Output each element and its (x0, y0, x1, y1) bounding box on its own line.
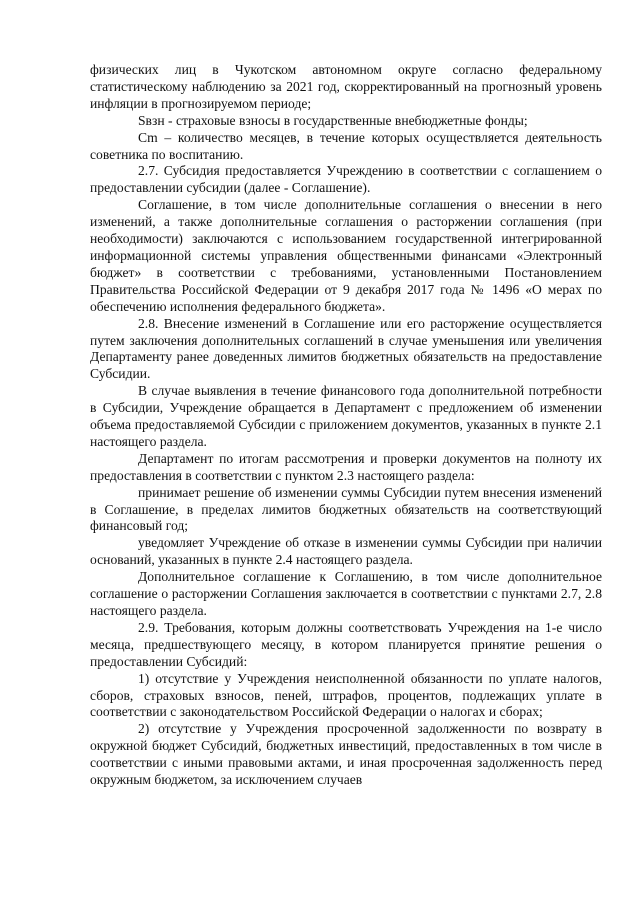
paragraph: 2) отсутствие у Учреждения просроченной задолженности по возврату в окружной бюджет Субсидий, бюджетных инвестиций, предоставленных в том числе в соответствии с иными правовыми актами, и иная просроченная задолженность перед окружным бюджетом, за исключением случаев (90, 721, 602, 788)
paragraph: физических лиц в Чукотском автономном округе согласно федеральному статистическому наблюдению за 2021 год, скорректированный на прогнозный уровень инфляции в прогнозируемом периоде; (90, 62, 602, 111)
paragraph: 2.7. Субсидия предоставляется Учреждению в соответствии с соглашением о предоставлении субсидии (далее - Соглашение). (90, 163, 602, 196)
paragraph: В случае выявления в течение финансового года дополнительной потребности в Субсидии, Учреждение обращается в Департамент с предложением об изменении объема предоставляемой Субсидии с приложением документов, указанных в пункте 2.1 настоящего раздела. (90, 383, 602, 449)
paragraph: Sвзн - страховые взносы в государственные внебюджетные фонды; (138, 112, 528, 128)
paragraph: 2.9. Требования, которым должны соответствовать Учреждения на 1-е число месяца, предшествующего месяцу, в котором планируется принятие решения о предоставлении Субсидий: (90, 619, 602, 669)
paragraph: 2.8. Внесение изменений в Соглашение или его расторжение осуществляется путем заключения дополнительных соглашений в случае уменьшения или увеличения Департаменту ранее доведенных лимитов бюджетных обязательств на предоставление Субсидии. (90, 315, 602, 382)
paragraph: принимает решение об изменении суммы Субсидии путем внесения изменений в Соглашение, в пределах лимитов бюджетных обязательств на соответствующий финансовый год; (90, 484, 602, 534)
document-page (90, 62, 602, 789)
paragraph: уведомляет Учреждение об отказе в изменении суммы Субсидии при наличии оснований, указанных в пункте 2.4 настоящего раздела. (90, 535, 602, 568)
paragraph: 1) отсутствие у Учреждения неисполненной обязанности по уплате налогов, сборов, страховых взносов, пеней, штрафов, процентов, подлежащих уплате в соответствии с законодательством Российской Федерации о налогах и сборах; (90, 670, 602, 720)
paragraph: Дополнительное соглашение к Соглашению, в том числе дополнительное соглашение о расторжении Соглашения заключается в соответствии с пунктами 2.7, 2.8 настоящего раздела. (90, 569, 602, 618)
paragraph: Cm – количество месяцев, в течение которых осуществляется деятельность советника по воспитанию. (90, 129, 602, 162)
paragraph: Департамент по итогам рассмотрения и проверки документов на полноту их предоставления в соответствии с пунктом 2.3 настоящего раздела: (90, 450, 602, 483)
paragraph: Соглашение, в том числе дополнительные соглашения о внесении в него изменений, а также дополнительные соглашения о расторжении соглашения (при необходимости) заключаются с использованием государственной интегрированной информационной системы управления общественными финансами «Электронный бюджет» в соответствии с требованиями, установленными Постановлением Правительства Российской Федерации от 9 декабря 2017 года № 1496 «О мерах по обеспечению исполнения федерального бюджета». (90, 197, 602, 314)
